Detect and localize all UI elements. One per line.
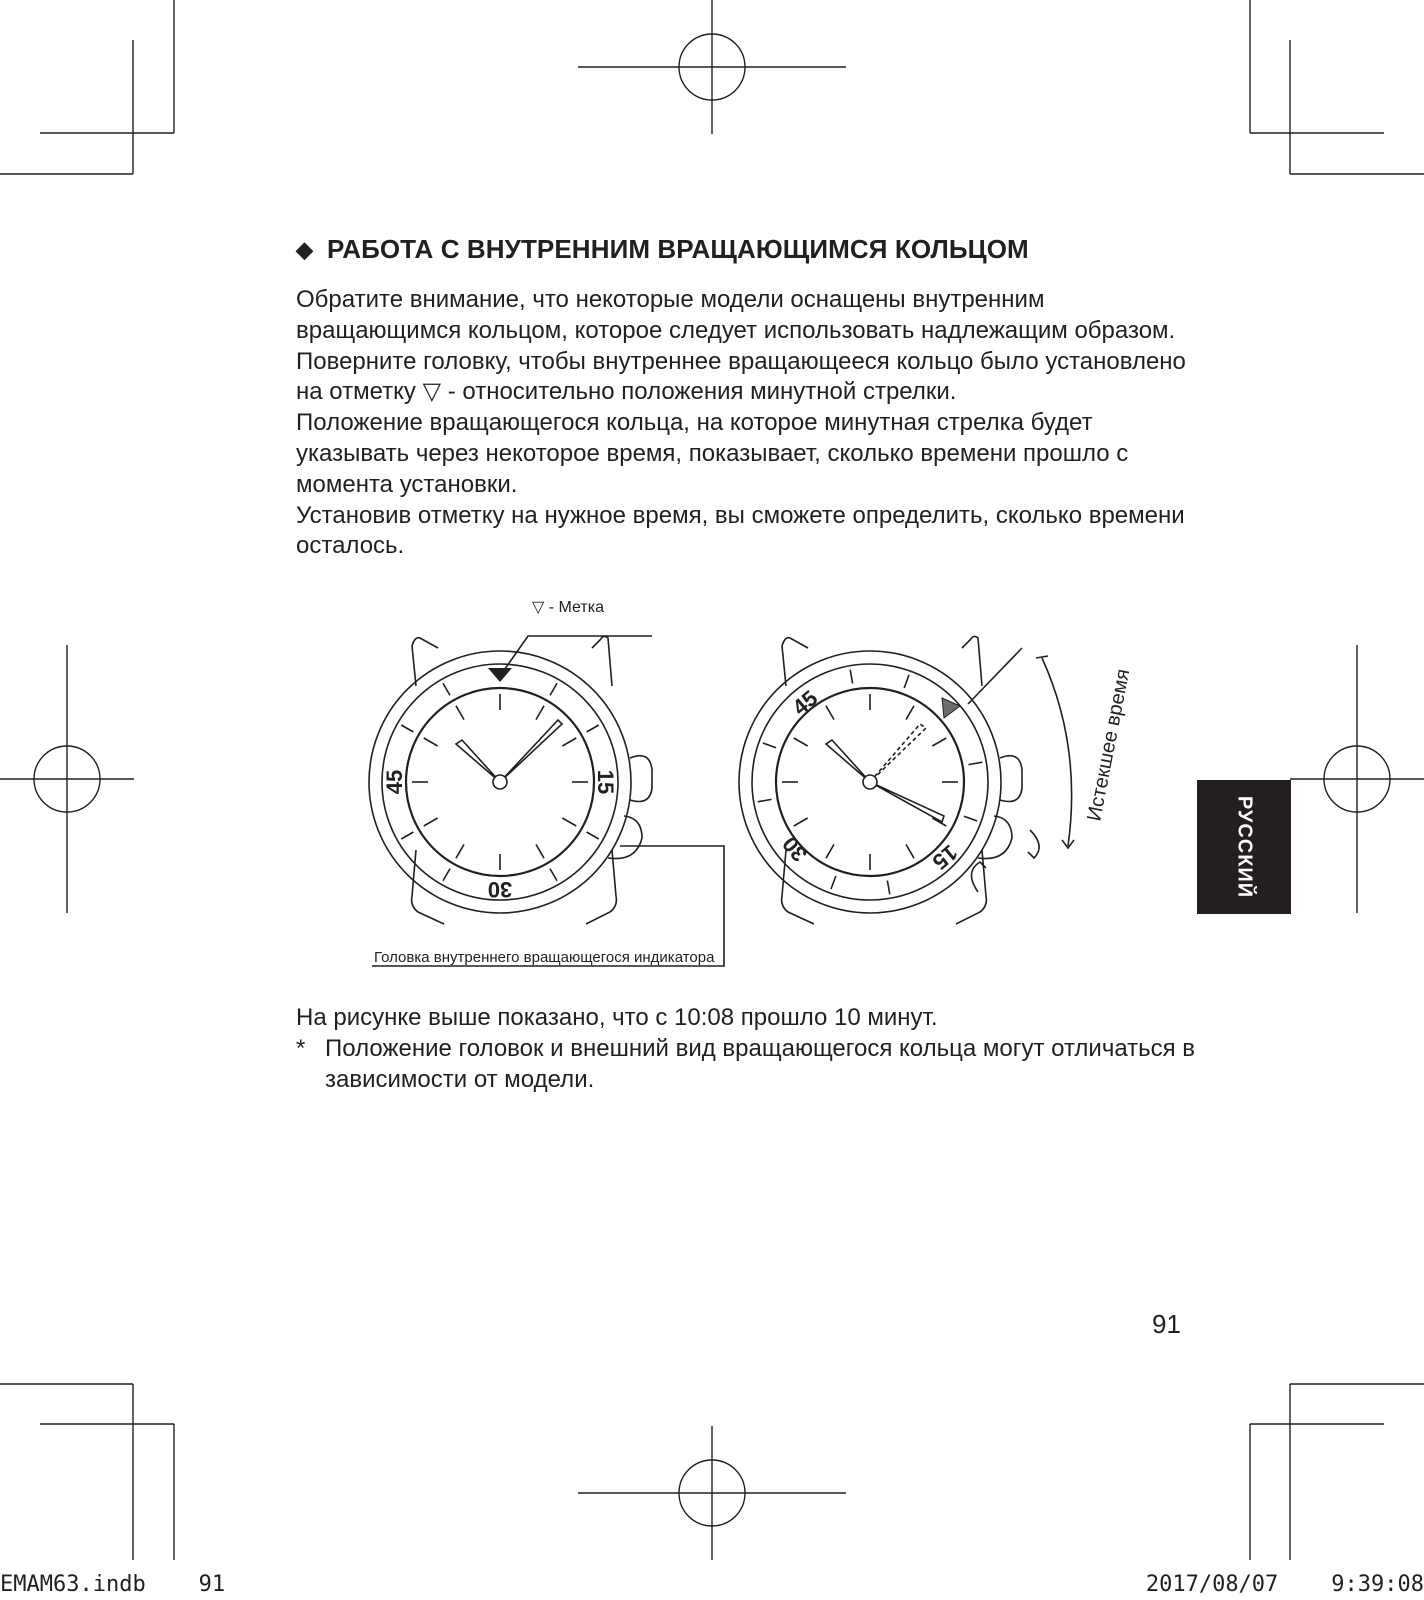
dial-tick: [536, 844, 544, 858]
bezel-number-45: 45: [381, 769, 407, 795]
bezel-tick: [887, 880, 889, 894]
dial-tick: [424, 818, 438, 826]
print-slug-datetime: 2017/08/07 9:39:08: [1145, 1572, 1424, 1597]
bezel-tick: [587, 725, 599, 732]
paragraph: Положение вращающегося кольца, на которое минутная стрелка будет указывать через некоторое время, показывает, сколько времени прошло с момента установки.: [296, 409, 1129, 498]
dial-tick: [456, 844, 464, 858]
dial-tick: [826, 706, 834, 720]
diamond-bullet-icon: ◆: [296, 237, 314, 262]
paragraph: Поверните головку, чтобы внутреннее вращающееся кольцо было установлено на отметку ▽ - относительно положения минутной стрелки.: [296, 347, 1186, 406]
figure-caption: [296, 1003, 1196, 1095]
dial-tick: [794, 738, 808, 746]
page-number: 91: [1152, 1309, 1181, 1339]
bezel-tick: [401, 832, 413, 839]
dial-tick: [794, 818, 808, 826]
elapsed-time-label: Истекшее время: [1083, 667, 1135, 823]
dial-tick: [424, 738, 438, 746]
print-slug-file: EMAM63.indb 91: [0, 1572, 226, 1597]
caption-text: На рисунке выше показано, что с 10:08 прошло 10 минут.: [296, 1004, 938, 1031]
dial-tick: [932, 738, 946, 746]
bezel-tick: [401, 725, 413, 732]
dial-tick: [562, 738, 576, 746]
crown-label: Головка внутреннего вращающегося индикатора: [374, 949, 715, 966]
paragraph: Установив отметку на нужное время, вы сможете определить, сколько времени осталось.: [296, 501, 1185, 560]
bezel-number-45: 45: [787, 685, 823, 721]
bezel-tick: [968, 762, 982, 764]
dial-tick: [562, 818, 576, 826]
bezel-tick: [443, 683, 450, 695]
footnote-text: Положение головок и внешний вид вращающегося кольца могут отличаться в зависимости от модели.: [325, 1034, 1196, 1093]
bezel-tick: [550, 869, 557, 881]
paragraph: Обратите внимание, что некоторые модели оснащены внутренним вращающимся кольцом, которое следует использовать надлежащим образом.: [296, 286, 1176, 344]
bezel-tick: [550, 683, 557, 695]
bezel-number-30: 30: [777, 831, 813, 867]
bezel-number-15: 15: [593, 769, 619, 795]
bezel-tick: [443, 869, 450, 881]
intro-text: [296, 285, 1196, 562]
bezel-tick: [758, 799, 772, 801]
bezel-tick: [904, 675, 909, 688]
section-heading: [296, 234, 1029, 265]
watch-illustration: [360, 596, 1135, 986]
section-title: РАБОТА С ВНУТРЕННИМ ВРАЩАЮЩИМСЯ КОЛЬЦОМ: [327, 234, 1029, 264]
footnote-marker: *: [296, 1034, 306, 1062]
dial-tick: [456, 706, 464, 720]
bezel-marker-right: [942, 698, 960, 718]
bezel-tick: [587, 832, 599, 839]
bezel-marker-left: [488, 668, 512, 682]
bezel-number-15: 15: [927, 839, 963, 875]
dial-tick: [906, 844, 914, 858]
bezel-tick: [850, 670, 852, 684]
dial-tick: [536, 706, 544, 720]
bezel-tick: [964, 816, 977, 821]
marker-label: ▽ - Метка: [532, 599, 604, 616]
dial-tick: [826, 844, 834, 858]
dial-tick: [906, 706, 914, 720]
marker-triangle-icon: ▽: [422, 378, 442, 406]
footnote: [296, 1034, 1196, 1096]
bezel-number-30: 30: [487, 877, 513, 903]
language-tab: [1197, 780, 1291, 914]
language-tab-label: РУССКИЙ: [1233, 795, 1256, 899]
bezel-tick: [831, 876, 836, 889]
bezel-tick: [763, 743, 776, 748]
